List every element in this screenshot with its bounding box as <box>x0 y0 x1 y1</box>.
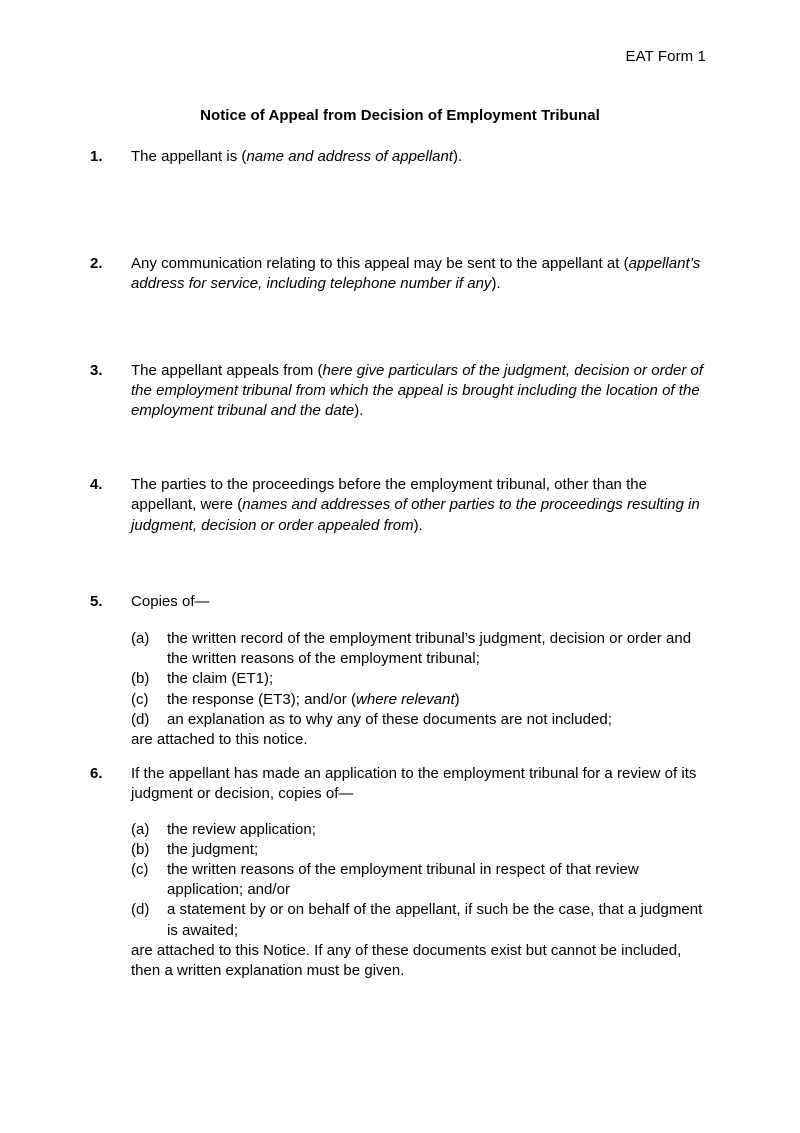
clause-1-italic: name and address of appellant <box>246 148 453 165</box>
clause-6-subitem-c <box>131 860 705 900</box>
clause-6-subitem-c-text: the written reasons of the employment tribunal in respect of that review application; and/or <box>167 861 639 899</box>
clause-1-text-before: The appellant is ( <box>131 148 247 165</box>
clause-6-subitem-c-label: (c) <box>131 861 149 879</box>
clause-5 <box>90 592 705 750</box>
clause-5-tail: are attached to this notice. <box>131 731 308 749</box>
clause-3-text-before: The appellant appeals from ( <box>131 361 323 379</box>
clause-5-subitem-c-text <box>167 690 705 710</box>
clause-6-tail: are attached to this Notice. If any of these documents exist but cannot be included, then a written explanation must be given. <box>131 941 682 980</box>
clause-5-subitem-c <box>131 690 705 710</box>
clause-1-text <box>131 147 705 167</box>
clause-4-text-before: The parties to the proceedings before the employment tribunal, other than the appellant, were ( <box>131 476 648 514</box>
page-title: Notice of Appeal from Decision of Employment Tribunal <box>200 107 600 124</box>
fill-in-space-3 <box>90 421 705 475</box>
clause-4-italic: names and addresses of other parties to the proceedings resulting in judgment, decision or order appealed from <box>131 496 700 534</box>
clause-5-subitem-c-label: (c) <box>131 690 149 708</box>
fill-in-space-2 <box>90 295 705 361</box>
clause-2-italic: appellant’s address for service, including telephone number if any <box>131 255 701 293</box>
clause-spacer-5-6 <box>90 750 705 764</box>
clause-1 <box>90 147 705 167</box>
document-body <box>90 147 705 981</box>
clause-5-subitem-b <box>131 669 705 689</box>
clause-2-text-before: Any communication relating to this appeal may be sent to the appellant at ( <box>131 255 629 273</box>
clause-5-subitem-d-text: an explanation as to why any of these documents are not included; <box>167 710 612 728</box>
clause-5-subitem-c-text-after: ) <box>454 690 460 708</box>
clause-6-subitem-d-text: a statement by or on behalf of the appellant, if such be the case, that a judgment is awaited; <box>167 901 703 939</box>
clause-2 <box>90 254 705 294</box>
clause-5-subitem-d-label: (d) <box>131 710 150 728</box>
clause-4-text-after: ). <box>413 516 423 534</box>
clause-5-subitem-b-label: (b) <box>131 670 150 688</box>
clause-3-text-after: ). <box>354 402 364 420</box>
fill-in-space-4 <box>90 536 705 592</box>
clause-6-number: 6. <box>90 765 103 783</box>
clause-5-sublist <box>131 629 705 730</box>
fill-in-space-1 <box>90 167 705 254</box>
clause-1-text-after: ). <box>453 148 463 165</box>
clause-6-subitem-b-label: (b) <box>131 840 150 858</box>
clause-3-number: 3. <box>90 361 103 379</box>
clause-5-lead: Copies of— <box>131 592 210 610</box>
clause-2-number: 2. <box>90 255 103 273</box>
clause-5-number: 5. <box>90 592 103 610</box>
clause-5-subitem-d <box>131 710 705 730</box>
clause-3-text <box>131 361 705 422</box>
clause-2-text-after: ). <box>491 275 501 293</box>
clause-6-subitem-a-text: the review application; <box>167 820 316 838</box>
clause-5-subitem-c-text-before: the response (ET3); and/or ( <box>167 690 356 708</box>
clause-4 <box>90 475 705 536</box>
clause-3-italic: here give particulars of the judgment, decision or order of the employment tribunal from which the appeal is brought including the location of the employment tribunal and the date <box>131 361 704 420</box>
clause-4-text <box>131 475 705 536</box>
clause-5-subitem-a <box>131 629 705 669</box>
clause-6-subitem-b <box>131 840 705 860</box>
clause-4-number: 4. <box>90 476 103 494</box>
clause-5-subitem-a-label: (a) <box>131 630 150 648</box>
form-code-label: EAT Form 1 <box>625 48 706 65</box>
clause-1-number: 1. <box>90 148 103 165</box>
clause-5-subitem-c-italic: where relevant <box>355 690 455 708</box>
clause-6-sublist <box>131 820 705 941</box>
clause-2-text <box>131 254 705 294</box>
clause-6-lead: If the appellant has made an application to the employment tribunal for a review of its judgment or decision, copies of— <box>131 765 697 803</box>
clause-5-subitem-b-text: the claim (ET1); <box>167 670 274 688</box>
clause-3 <box>90 361 705 422</box>
clause-6 <box>90 764 705 981</box>
clause-6-subitem-a <box>131 820 705 840</box>
clause-6-subitem-d-label: (d) <box>131 901 150 919</box>
clause-6-subitem-d <box>131 900 705 940</box>
clause-5-subitem-a-text: the written record of the employment tribunal’s judgment, decision or order and the written reasons of the employment tribunal; <box>167 630 692 668</box>
clause-6-subitem-a-label: (a) <box>131 820 150 838</box>
clause-6-subitem-b-text: the judgment; <box>167 840 259 858</box>
